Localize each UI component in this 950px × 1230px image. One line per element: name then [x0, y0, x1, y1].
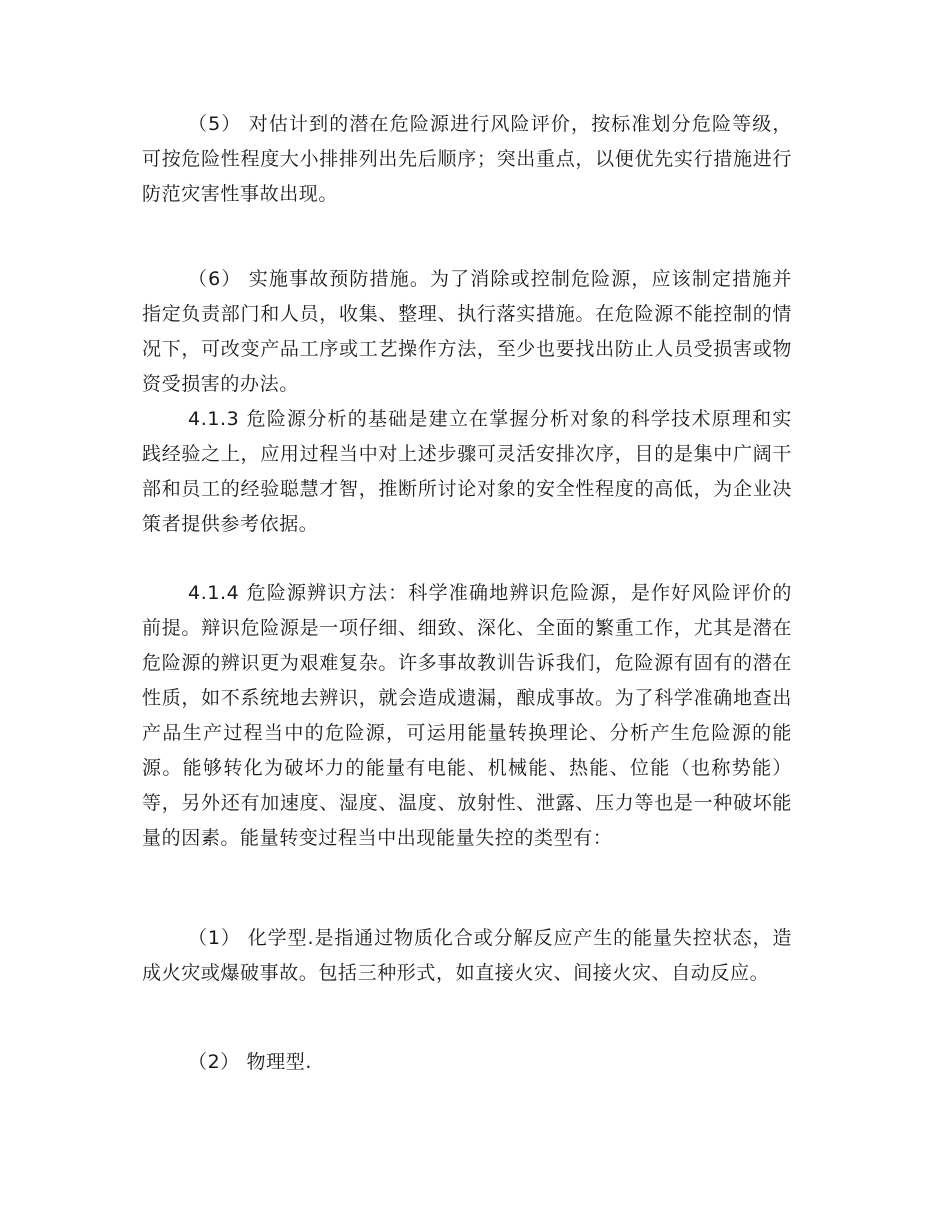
paragraph-4-1-4: 4.1.4 危险源辨识方法：科学准确地辨识危险源，是作好风险评价的前提。辩识危险源是一项仔细、细致、深化、全面的繁重工作，尤其是潜在危险源的辨识更为艰难复杂。许多事故教训告诉我们，危险源有固有的潜在性质，如不系统地去辨识，就会造成遗漏，酿成事故。为了科学准确地查出产品生产过程当中的危险源，可运用能量转换理论、分析产生危险源的能源。能够转化为破坏力的能量有电能、机械能、热能、位能（也称势能）等，另外还有加速度、湿度、温度、放射性、泄露、压力等也是一种破坏能量的因素。能量转变过程当中出现能量失控的类型有：	[142, 582, 792, 849]
paragraph-4-1-3: 4.1.3 危险源分析的基础是建立在掌握分析对象的科学技术原理和实践经验之上，应用过程当中对上述步骤可灵活安排次序，目的是集中广阔干部和员工的经验聪慧才智，推断所讨论对象的安全性程度的高低，为企业决策者提供参考依据。	[142, 408, 792, 535]
paragraph-physical-type: （2） 物理型.	[188, 1051, 312, 1073]
paragraph-chemical-type: （1） 化学型.是指通过物质化合或分解反应产生的能量失控状态，造成火灾或爆破事故。包括三种形式，如直接火灾、间接火灾、自动反应。	[142, 927, 792, 984]
paragraph-risk-evaluation: （5） 对估计到的潜在危险源进行风险评价，按标准划分危险等级，可按危险性程度大小排排列出先后顺序；突出重点，以便优先实行措施进行防范灾害性事故出现。	[142, 113, 792, 205]
paragraph-prevention-measures: （6） 实施事故预防措施。为了消除或控制危险源，应该制定措施并指定负责部门和人员，收集、整理、执行落实措施。在危险源不能控制的情况下，可改变产品工序或工艺操作方法，至少也要找出防止人员受损害或物资受损害的办法。	[142, 268, 792, 395]
